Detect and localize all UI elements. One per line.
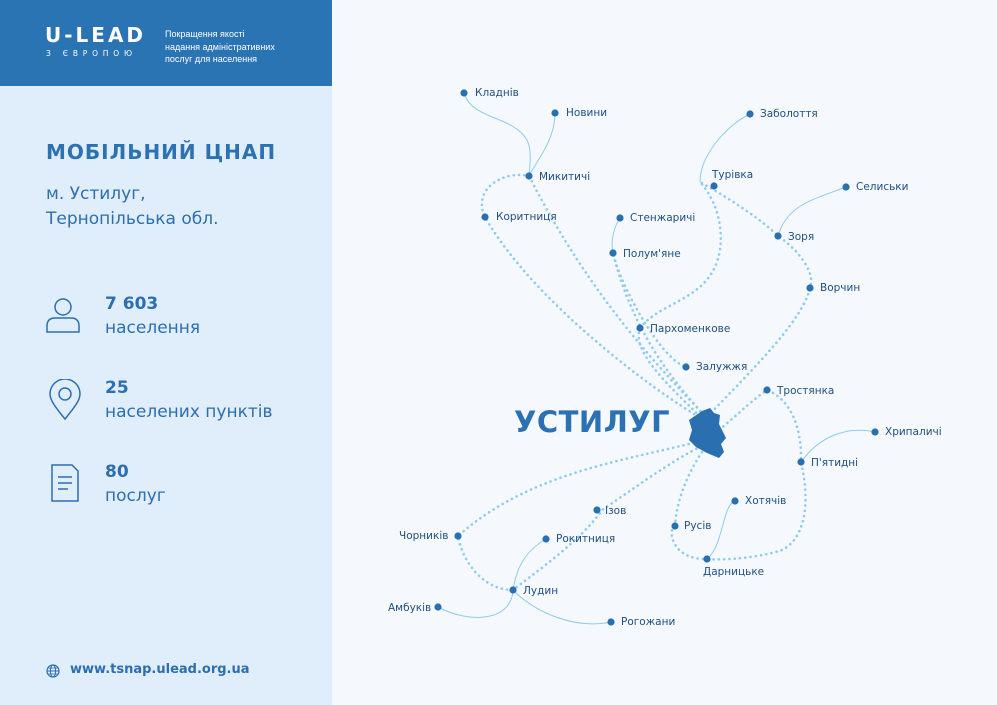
place-dot xyxy=(434,603,441,610)
place-dot xyxy=(710,182,717,189)
population-value: 7 603 xyxy=(105,294,159,314)
place-dot xyxy=(607,618,614,625)
tagline-line: надання адміністративних xyxy=(165,41,275,52)
place-label: Хотячів xyxy=(745,495,787,507)
place-label: Чорників xyxy=(399,530,449,542)
place-dot xyxy=(797,458,804,465)
ustyluh-city-shape xyxy=(689,408,726,458)
place-label: Дарницьке xyxy=(703,566,765,578)
sidebar xyxy=(0,0,332,705)
route-loop-southwest xyxy=(458,440,704,590)
place-label: Амбуків xyxy=(388,602,432,614)
connector-line xyxy=(438,590,513,617)
tagline xyxy=(165,28,325,66)
settlements-label: населених пунктів xyxy=(105,402,273,422)
tagline-line: послуг для населення xyxy=(165,54,258,64)
place-dot xyxy=(871,428,878,435)
place-dot xyxy=(746,110,753,117)
connector-line xyxy=(778,187,846,236)
center-city-label: УСТИЛУГ xyxy=(514,405,671,439)
place-dot xyxy=(731,497,738,504)
place-label: Ворчин xyxy=(820,282,861,294)
place-label: Стенжаричі xyxy=(630,212,696,224)
place-label: Селиськи xyxy=(856,181,909,193)
globe-icon xyxy=(46,664,60,678)
place-dot xyxy=(551,109,558,116)
place-dot xyxy=(509,586,516,593)
place-label: Турівка xyxy=(712,169,754,181)
website-link[interactable]: www.tsnap.ulead.org.ua xyxy=(70,662,250,677)
settlements-value: 25 xyxy=(105,378,129,398)
place-label: Тростянка xyxy=(777,385,835,397)
place-label: Рогожани xyxy=(621,616,676,628)
place-dot xyxy=(806,284,813,291)
connector-lines xyxy=(438,93,875,624)
place-dot xyxy=(454,532,461,539)
route-map xyxy=(332,0,997,705)
place-label: Полум'яне xyxy=(623,248,681,260)
services-value: 80 xyxy=(105,462,129,482)
place-label: Зоря xyxy=(788,231,815,243)
place-label: Микитичі xyxy=(539,171,591,183)
place-markers xyxy=(434,89,878,625)
place-dot xyxy=(460,89,467,96)
place-dot xyxy=(609,249,616,256)
subtitle-line: м. Устилуг, xyxy=(46,184,146,204)
place-label: Коритниця xyxy=(496,211,557,223)
place-label: Заболоття xyxy=(760,108,818,120)
header-banner xyxy=(0,0,332,86)
logo-subtitle: З ЄВРОПОЮ xyxy=(46,49,137,58)
connector-line xyxy=(529,113,555,176)
place-label: Новини xyxy=(566,107,608,119)
document-icon xyxy=(50,463,80,503)
connector-line xyxy=(464,93,530,176)
place-label: Лудин xyxy=(523,585,559,597)
place-label: Хрипаличі xyxy=(885,426,942,438)
place-dot xyxy=(593,506,600,513)
page-title: МОБІЛЬНИЙ ЦНАП xyxy=(46,140,277,164)
route-lines xyxy=(458,175,811,590)
subtitle-line: Тернопільська обл. xyxy=(46,209,219,229)
location-pin-icon xyxy=(48,379,82,421)
place-label: Залужжя xyxy=(696,361,748,373)
place-dot xyxy=(842,183,849,190)
place-label: Русів xyxy=(684,520,712,532)
place-dot xyxy=(542,535,549,542)
place-dot xyxy=(671,522,678,529)
services-label: послуг xyxy=(105,486,166,506)
tagline-line: Покращення якості xyxy=(165,29,245,39)
place-label: П'ятидні xyxy=(811,457,859,469)
place-dot xyxy=(774,232,781,239)
place-label: Пархоменкове xyxy=(650,323,731,335)
place-dot xyxy=(682,363,689,370)
person-icon xyxy=(45,296,81,334)
connector-line xyxy=(612,218,620,253)
population-label: населення xyxy=(105,318,201,338)
route-network xyxy=(332,0,997,705)
route-loop-south xyxy=(672,390,806,559)
place-dot xyxy=(616,214,623,221)
place-dot xyxy=(703,555,710,562)
connector-line xyxy=(513,539,546,590)
place-label: Ізов xyxy=(605,505,627,517)
place-dot xyxy=(636,324,643,331)
place-dot xyxy=(525,172,532,179)
place-dot xyxy=(481,213,488,220)
place-label: Кладнів xyxy=(475,87,519,99)
place-dot xyxy=(763,386,770,393)
ulead-logo: U-LEAD xyxy=(45,23,147,47)
place-label: Рокитниця xyxy=(556,533,616,545)
location-subtitle xyxy=(46,182,218,232)
